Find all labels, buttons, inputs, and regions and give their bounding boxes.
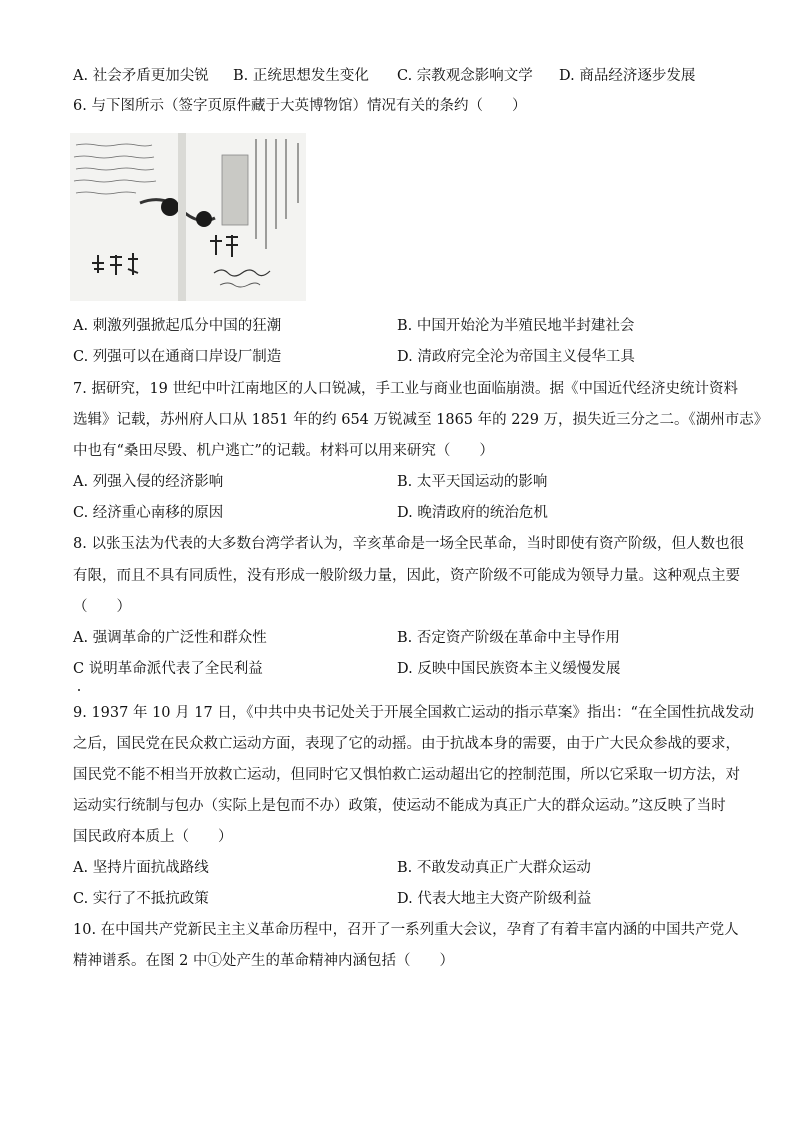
q7-stem-line-3: 中也有“桑田尽毁、机户逃亡”的记载。材料可以用来研究（ ） — [73, 443, 494, 459]
q6-option-b: B. 中国开始沦为半殖民地半封建社会 — [397, 318, 635, 334]
q7-stem-line-1: 7. 据研究，19 世纪中叶江南地区的人口锐减，手工业与商业也面临崩溃。据《中国近代经济史统计资料 — [73, 381, 738, 397]
q9-stem-line-5: 国民政府本质上（ ） — [73, 829, 233, 845]
q9-option-c: C. 实行了不抵抗政策 — [73, 891, 209, 907]
q8-option-b: B. 否定资产阶级在革命中主导作用 — [397, 630, 620, 646]
q7-option-c: C. 经济重心南移的原因 — [73, 505, 224, 521]
q9-stem-line-1: 9. 1937 年 10 月 17 日，《中共中央书记处关于开展全国救亡运动的指示草案》指出：“在全国性抗战发动 — [73, 705, 754, 721]
q9-option-b: B. 不敢发动真正广大群众运动 — [397, 860, 591, 876]
q9-stem-line-3: 国民党不能不相当开放救亡运动，但同时它又惧怕救亡运动超出它的控制范围，所以它采取一切方法，对 — [73, 767, 740, 783]
q8-option-c: C 说明革命派代表了全民利益 — [73, 661, 263, 677]
q6-option-d: D. 清政府完全沦为帝国主义侵华工具 — [397, 349, 635, 365]
q7-option-b: B. 太平天国运动的影响 — [397, 474, 548, 490]
q8-option-a: A. 强调革命的广泛性和群众性 — [73, 630, 267, 646]
q7-option-a: A. 列强入侵的经济影响 — [73, 474, 224, 490]
q5-option-d: D. 商品经济逐步发展 — [559, 68, 696, 84]
q8-stem-line-3: （ ） — [73, 599, 131, 615]
q9-stem-line-4: 运动实行统制与包办（实际上是包而不办）政策，使运动不能成为真正广大的群众运动。”这反映了当时 — [73, 798, 726, 814]
q8-stem-line-2: 有限，而且不具有同质性，没有形成一般阶级力量，因此，资产阶级不可能成为领导力量。这种观点主要 — [73, 568, 740, 584]
q6-option-c: C. 列强可以在通商口岸设厂制造 — [73, 349, 282, 365]
q10-stem-line-2: 精神谱系。在图 2 中①处产生的革命精神内涵包括（ ） — [73, 953, 454, 969]
q6-option-a: A. 刺激列强掀起瓜分中国的狂潮 — [73, 318, 282, 334]
q8-stem-line-1: 8. 以张玉法为代表的大多数台湾学者认为，辛亥革命是一场全民革命，当时即使有资产阶级，但人数也很 — [73, 536, 744, 552]
q9-option-a: A. 坚持片面抗战路线 — [73, 860, 209, 876]
q9-option-d: D. 代表大地主大资产阶级利益 — [397, 891, 592, 907]
q5-option-b: B. 正统思想发生变化 — [233, 68, 369, 84]
q6-stem: 6. 与下图所示（签字页原件藏于大英博物馆）情况有关的条约（ ） — [73, 98, 527, 114]
q7-stem-line-2: 选辑》记载，苏州府人口从 1851 年的约 654 万锐减至 1865 年的 229 万，损失近三分之二。《湖州市志》 — [73, 412, 769, 428]
q10-stem-line-1: 10. 在中国共产党新民主主义革命历程中，召开了一系列重大会议，孕育了有着丰富内涵的中国共产党人 — [73, 922, 739, 938]
stray-dot — [78, 689, 80, 691]
q5-option-c: C. 宗教观念影响文学 — [397, 68, 533, 84]
treaty-signature-page-image — [70, 133, 306, 301]
q7-option-d: D. 晚清政府的统治危机 — [397, 505, 548, 521]
q5-option-a: A. 社会矛盾更加尖锐 — [73, 68, 209, 84]
q8-option-d: D. 反映中国民族资本主义缓慢发展 — [397, 661, 621, 677]
q9-stem-line-2: 之后，国民党在民众救亡运动方面，表现了它的动摇。由于抗战本身的需要，由于广大民众参战的要求， — [73, 736, 740, 752]
